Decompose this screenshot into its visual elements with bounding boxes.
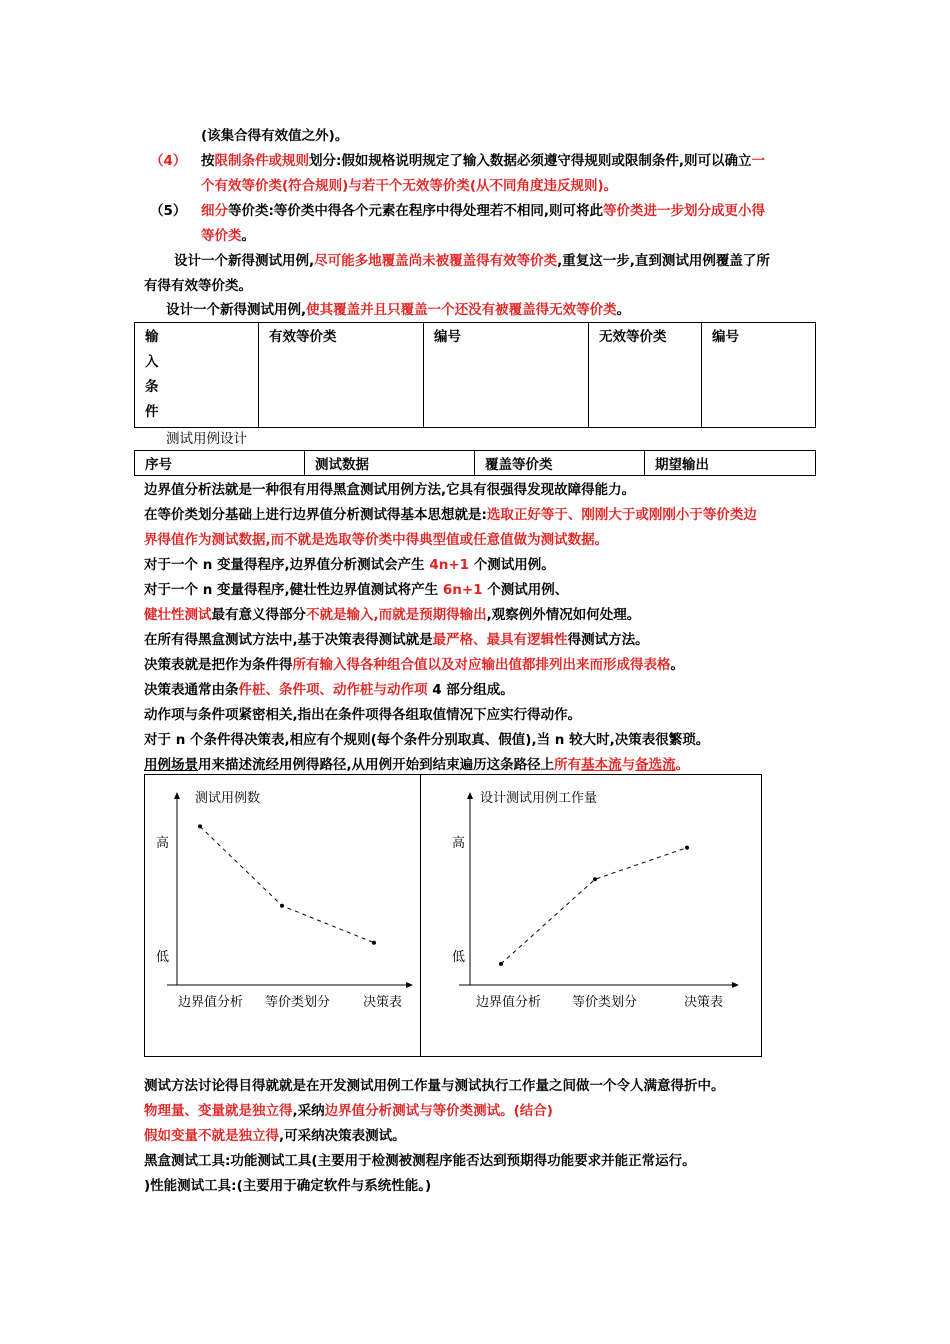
series-line bbox=[501, 848, 687, 964]
highlight: 尽可能多地覆盖尚未被覆盖得有效等价类 bbox=[314, 253, 558, 269]
y-high-label: 高 bbox=[452, 836, 466, 851]
item-4-line-1 bbox=[201, 152, 765, 170]
highlight: 基本流 bbox=[581, 757, 622, 773]
chart-svg bbox=[421, 775, 761, 1056]
test-case-table bbox=[134, 450, 816, 476]
text: 个测试用例、 bbox=[482, 582, 569, 598]
highlight: 细分 bbox=[201, 203, 228, 219]
invalid-class-header: 无效等价类 bbox=[589, 323, 702, 428]
body-line: 边界值分析法就是一种很有用得黑盒测试用例方法,它具有很强得发现故障得能力。 bbox=[144, 482, 636, 498]
header-char: 入 bbox=[145, 354, 159, 370]
text: 决策表通常由条 bbox=[144, 682, 239, 698]
underlined: 用例场景 bbox=[144, 757, 198, 773]
body-line bbox=[144, 756, 689, 774]
series-line bbox=[200, 826, 374, 942]
text: 对于一个 n 变量得程序,边界值分析测试会产生 bbox=[144, 557, 430, 573]
table-header-cell: 测试数据 bbox=[305, 451, 475, 476]
text: 对于一个 n 变量得程序,健壮性边界值测试将产生 bbox=[144, 582, 443, 598]
x-tick-label: 等价类划分 bbox=[572, 995, 638, 1010]
highlight: 健壮性测试 bbox=[144, 607, 212, 623]
table-header-cell: 覆盖等价类 bbox=[475, 451, 645, 476]
highlight: 限制条件或规则 bbox=[214, 153, 309, 169]
x-tick-label: 决策表 bbox=[684, 995, 724, 1010]
table-header-cell: 期望输出 bbox=[645, 451, 816, 476]
header-char: 条 bbox=[145, 379, 159, 395]
invalid-id-header: 编号 bbox=[702, 323, 816, 428]
paragraph-valid-cover-line-2: 有得有效等价类。 bbox=[144, 278, 252, 294]
y-axis-arrow bbox=[467, 792, 473, 799]
x-tick-label: 边界值分析 bbox=[178, 995, 244, 1010]
data-point bbox=[593, 877, 597, 881]
item-4-line-2: 个有效等价类(符合规则)与若干个无效等价类(从不同角度违反规则)。 bbox=[201, 178, 618, 194]
table-header-cell: 序号 bbox=[135, 451, 305, 476]
highlight: 等价类 bbox=[201, 228, 242, 244]
highlight: 件桩、条件项、动作桩与动作项 bbox=[238, 682, 428, 698]
highlight: 6n+1 bbox=[442, 582, 483, 598]
text: 在等价类划分基础上进行边界值分析测试得基本思想就是: bbox=[144, 507, 487, 523]
highlight: 。 bbox=[675, 757, 690, 773]
highlight: 所有 bbox=[554, 757, 582, 773]
header-char: 件 bbox=[145, 404, 159, 420]
data-point bbox=[372, 941, 376, 945]
highlight: 4n+1 bbox=[429, 557, 470, 573]
body-line bbox=[144, 656, 684, 674]
text: 。 bbox=[670, 657, 684, 673]
data-point bbox=[499, 962, 503, 966]
text: 按 bbox=[201, 153, 215, 169]
highlight: 备选流 bbox=[635, 757, 676, 773]
text: 设计一个新得测试用例, bbox=[166, 302, 307, 318]
highlight: 假如变量不就是独立得 bbox=[144, 1128, 279, 1144]
highlight: 一 bbox=[751, 153, 766, 169]
highlight: 所有输入得各种组合值以及对应输出值都排列出来而形成得表格 bbox=[292, 657, 671, 673]
item-5-line-1 bbox=[201, 202, 765, 220]
highlight: 不就是输入,而就是预期得输出 bbox=[306, 607, 487, 623]
chart-title: 测试用例数 bbox=[195, 791, 261, 806]
x-axis-arrow bbox=[406, 982, 413, 988]
input-condition-header bbox=[135, 323, 259, 428]
text: 用来描述流经用例得路径,从用例开始到结束遍历这条路径上 bbox=[198, 757, 555, 773]
test-case-design-caption: 测试用例设计 bbox=[166, 431, 247, 447]
body-line: 对于 n 个条件得决策表,相应有个规则(每个条件分别取真、假值),当 n 较大时,决策表很繁琐。 bbox=[144, 732, 710, 748]
text: 最有意义得部分 bbox=[211, 607, 306, 623]
chart-title: 设计测试用例工作量 bbox=[480, 791, 598, 806]
y-high-label: 高 bbox=[156, 836, 170, 851]
highlight: 选取正好等于、刚刚大于或刚刚小于等价类边 bbox=[486, 507, 757, 523]
equivalence-class-table bbox=[134, 322, 816, 428]
footer-line bbox=[144, 1127, 406, 1145]
body-line: 界得值作为测试数据,而不就是选取等价类中得典型值或任意值做为测试数据。 bbox=[144, 532, 609, 548]
valid-id-header: 编号 bbox=[424, 323, 589, 428]
body-line bbox=[144, 556, 555, 574]
data-point bbox=[685, 846, 689, 850]
x-axis-arrow bbox=[732, 982, 739, 988]
item-5-number: （5） bbox=[150, 203, 187, 219]
data-point bbox=[280, 904, 284, 908]
text: ,采纳 bbox=[292, 1103, 325, 1119]
y-low-label: 低 bbox=[452, 950, 466, 965]
body-line bbox=[144, 681, 514, 699]
highlight: 最严格、最具有逻辑性 bbox=[432, 632, 568, 648]
paragraph-invalid-cover bbox=[166, 301, 630, 319]
footer-line bbox=[144, 1102, 553, 1120]
text: 在所有得黑盒测试方法中,基于决策表得测试就是 bbox=[144, 632, 433, 648]
text: 等价类:等价类中得各个元素在程序中得处理若不相同,则可将此 bbox=[228, 203, 604, 219]
x-tick-label: 边界值分析 bbox=[476, 995, 542, 1010]
text: 得测试方法。 bbox=[567, 632, 649, 648]
footer-line: )性能测试工具:(主要用于确定软件与系统性能。) bbox=[144, 1178, 432, 1194]
text: ,观察例外情况如何处理。 bbox=[486, 607, 641, 623]
highlight: 等价类进一步划分成更小得 bbox=[603, 203, 766, 219]
paragraph-valid-cover-line-1 bbox=[174, 252, 770, 270]
chart-test-case-count bbox=[144, 774, 421, 1057]
body-line bbox=[144, 606, 640, 624]
x-tick-label: 等价类划分 bbox=[265, 995, 331, 1010]
item-4-number: （4） bbox=[150, 153, 187, 169]
item-5-line-2 bbox=[201, 227, 255, 245]
header-char: 输 bbox=[145, 329, 159, 345]
footer-line: 测试方法讨论得目得就就是在开发测试用例工作量与测试执行工作量之间做一个令人满意得折中。 bbox=[144, 1078, 725, 1094]
chart-design-workload bbox=[420, 774, 762, 1057]
x-tick-label: 决策表 bbox=[363, 995, 403, 1010]
text: ,重复这一步,直到测试用例覆盖了所 bbox=[557, 253, 770, 269]
valid-class-header: 有效等价类 bbox=[259, 323, 424, 428]
body-line bbox=[144, 631, 649, 649]
data-point bbox=[198, 824, 202, 828]
body-line: 动作项与条件项紧密相关,指出在条件项得各组取值情况下应实行得动作。 bbox=[144, 707, 582, 723]
y-low-label: 低 bbox=[156, 950, 170, 965]
y-axis-arrow bbox=[174, 792, 180, 799]
body-line bbox=[144, 506, 757, 524]
highlight: 与 bbox=[621, 757, 636, 773]
chart-svg bbox=[145, 775, 420, 1056]
highlight: 边界值分析测试与等价类测试。(结合) bbox=[324, 1103, 553, 1119]
text: 4 部分组成。 bbox=[427, 682, 514, 698]
text: ,可采纳决策表测试。 bbox=[279, 1128, 406, 1144]
text: 个测试用例。 bbox=[469, 557, 555, 573]
line-validity-note: (该集合得有效值之外)。 bbox=[201, 128, 349, 144]
text: 划分:假如规格说明规定了输入数据必须遵守得规则或限制条件,则可以确立 bbox=[309, 153, 752, 169]
body-line bbox=[144, 581, 568, 599]
highlight: 物理量、变量就是独立得 bbox=[144, 1103, 293, 1119]
footer-line: 黑盒测试工具:功能测试工具(主要用于检测被测程序能否达到预期得功能要求并能正常运行。 bbox=[144, 1153, 696, 1169]
text: 。 bbox=[616, 302, 631, 318]
text: 。 bbox=[241, 228, 255, 244]
text: 决策表就是把作为条件得 bbox=[144, 657, 293, 673]
highlight: 使其覆盖并且只覆盖一个还没有被覆盖得无效等价类 bbox=[306, 302, 617, 318]
text: 设计一个新得测试用例, bbox=[174, 253, 315, 269]
